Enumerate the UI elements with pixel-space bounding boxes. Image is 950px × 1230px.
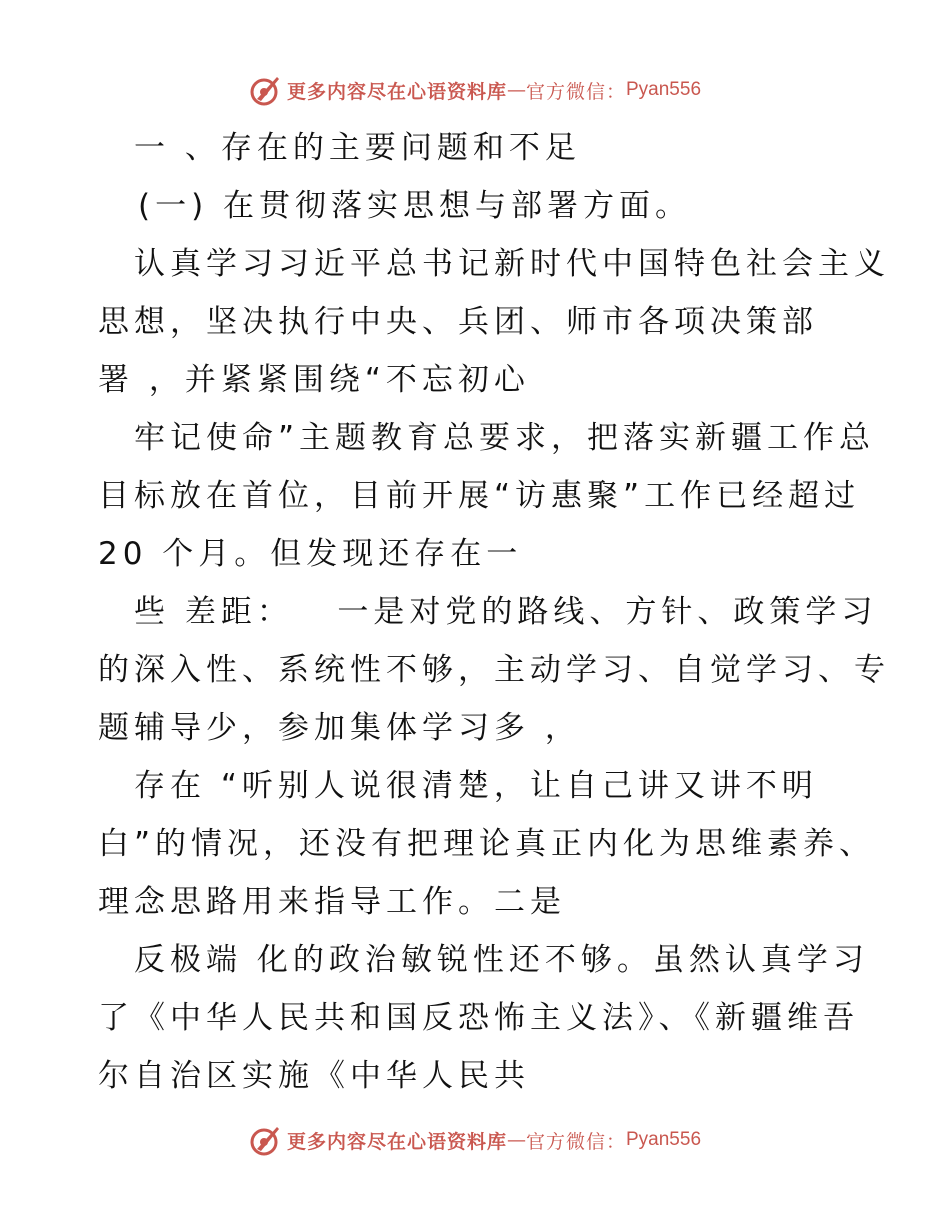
paragraph-line: 反极端 化的政治敏锐性还不够。虽然认真学习 — [134, 942, 869, 978]
paragraph-line: 些 差距： 一是对党的路线、方针、政策学习 — [134, 594, 878, 630]
watermark-dash: — — [506, 1129, 526, 1151]
subsection-heading: (一) 在贯彻落实思想与部署方面。 — [138, 188, 692, 224]
watermark-id: Pyan556 — [626, 1129, 702, 1150]
paragraph-line: 思想，坚决执行中央、兵团、师市各项决策部 — [98, 304, 818, 340]
paragraph-line: 尔自治区实施《中华人民共 — [98, 1058, 530, 1094]
paragraph-line: 白”的情况，还没有把理论真正内化为思维素养、 — [98, 826, 876, 862]
watermark-header — [0, 70, 950, 110]
paragraph-line: 目标放在首位，目前开展“访惠聚”工作已经超过 — [98, 478, 861, 514]
paragraph-line: 存在 “听别人说很清楚，让自己讲又讲不明 — [134, 768, 818, 804]
quill-logo-icon — [249, 1123, 283, 1157]
paragraph-line: 了《中华人民共和国反恐怖主义法》、《新疆维吾 — [98, 1000, 859, 1036]
paragraph-line: 认真学习习近平总书记新时代中国特色社会主义 — [134, 246, 890, 282]
watermark-dash: — — [506, 79, 526, 101]
watermark-id: Pyan556 — [626, 79, 702, 100]
paragraph-line: 牢记使命”主题教育总要求，把落实新疆工作总 — [134, 420, 876, 456]
watermark-main-text: 更多内容尽在心语资料库 — [286, 80, 507, 103]
section-heading: 一 、存在的主要问题和不足 — [134, 130, 581, 166]
paragraph-line: 理念思路用来指导工作。二是 — [98, 884, 566, 920]
watermark-sub-text: 官方微信： — [525, 80, 626, 103]
paragraph-line: 题辅导少，参加集体学习多 ， — [98, 710, 581, 746]
watermark-footer — [0, 1120, 950, 1160]
quill-logo-icon — [249, 73, 283, 107]
paragraph-line: 署 ，并紧紧围绕“不忘初心 — [98, 362, 530, 398]
watermark-main-text: 更多内容尽在心语资料库 — [286, 1130, 507, 1153]
paragraph-line: 20 个月。但发现还存在一 — [98, 536, 523, 572]
watermark-sub-text: 官方微信： — [525, 1130, 626, 1153]
paragraph-line: 的深入性、系统性不够，主动学习、自觉学习、专 — [98, 652, 890, 688]
